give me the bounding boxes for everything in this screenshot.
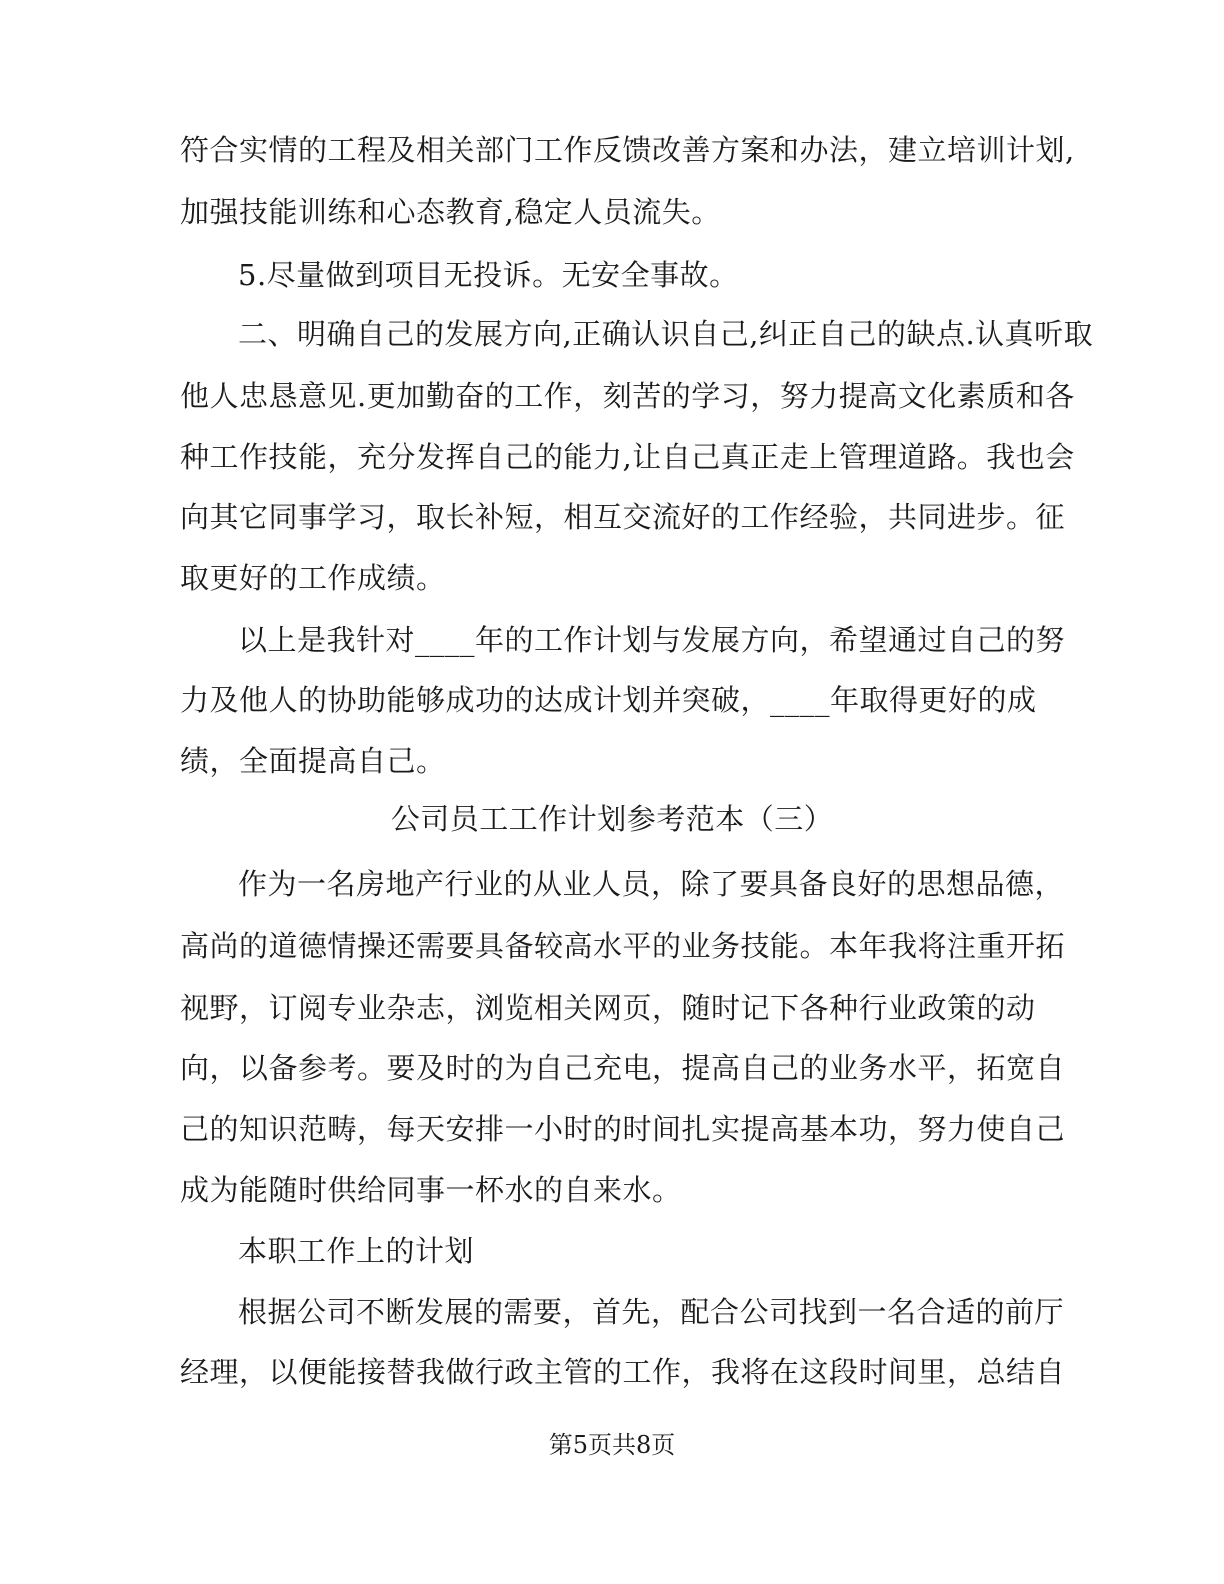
text-line: 高尚的道德情操还需要具备较高水平的业务技能。本年我将注重开拓: [180, 929, 1066, 963]
text-line: 5.尽量做到项目无投诉。无安全事故。: [238, 258, 739, 292]
text-line: 作为一名房地产行业的从业人员，除了要具备良好的思想品德，: [238, 867, 1065, 901]
text-line: 符合实情的工程及相关部门工作反馈改善方案和办法，建立培训计划,: [180, 133, 1075, 167]
page-footer: 第5页共8页: [548, 1431, 676, 1459]
text-line: 取更好的工作成绩。: [180, 561, 446, 595]
text-line: 视野，订阅专业杂志，浏览相关网页，随时记下各种行业政策的动: [180, 991, 1036, 1025]
text-line: 成为能随时供给同事一杯水的自来水。: [180, 1173, 682, 1207]
text-line: 加强技能训练和心态教育,稳定人员流失。: [180, 195, 721, 229]
text-line: 经理，以便能接替我做行政主管的工作，我将在这段时间里，总结自: [180, 1355, 1066, 1389]
text-line: 力及他人的协助能够成功的达成计划并突破，____年取得更好的成: [180, 683, 1037, 717]
text-line: 向其它同事学习，取长补短，相互交流好的工作经验，共同进步。征: [180, 500, 1066, 534]
text-line: 二、明确自己的发展方向,正确认识自己,纠正自己的缺点.认真听取: [238, 317, 1094, 351]
text-line: 他人忠恳意见.更加勤奋的工作，刻苦的学习，努力提高文化素质和各: [180, 379, 1075, 413]
text-line: 根据公司不断发展的需要，首先，配合公司找到一名合适的前厅: [238, 1295, 1065, 1329]
text-line: 向，以备参考。要及时的为自己充电，提高自己的业务水平，拓宽自: [180, 1051, 1066, 1085]
section-title: 公司员工工作计划参考范本（三）: [390, 802, 834, 836]
subheading: 本职工作上的计划: [238, 1234, 475, 1268]
text-line: 种工作技能，充分发挥自己的能力,让自己真正走上管理道路。我也会: [180, 440, 1075, 474]
text-line: 以上是我针对____年的工作计划与发展方向，希望通过自己的努: [238, 623, 1066, 657]
text-line: 绩，全面提高自己。: [180, 744, 446, 778]
text-line: 己的知识范畴，每天安排一小时的时间扎实提高基本功，努力使自己: [180, 1112, 1066, 1146]
